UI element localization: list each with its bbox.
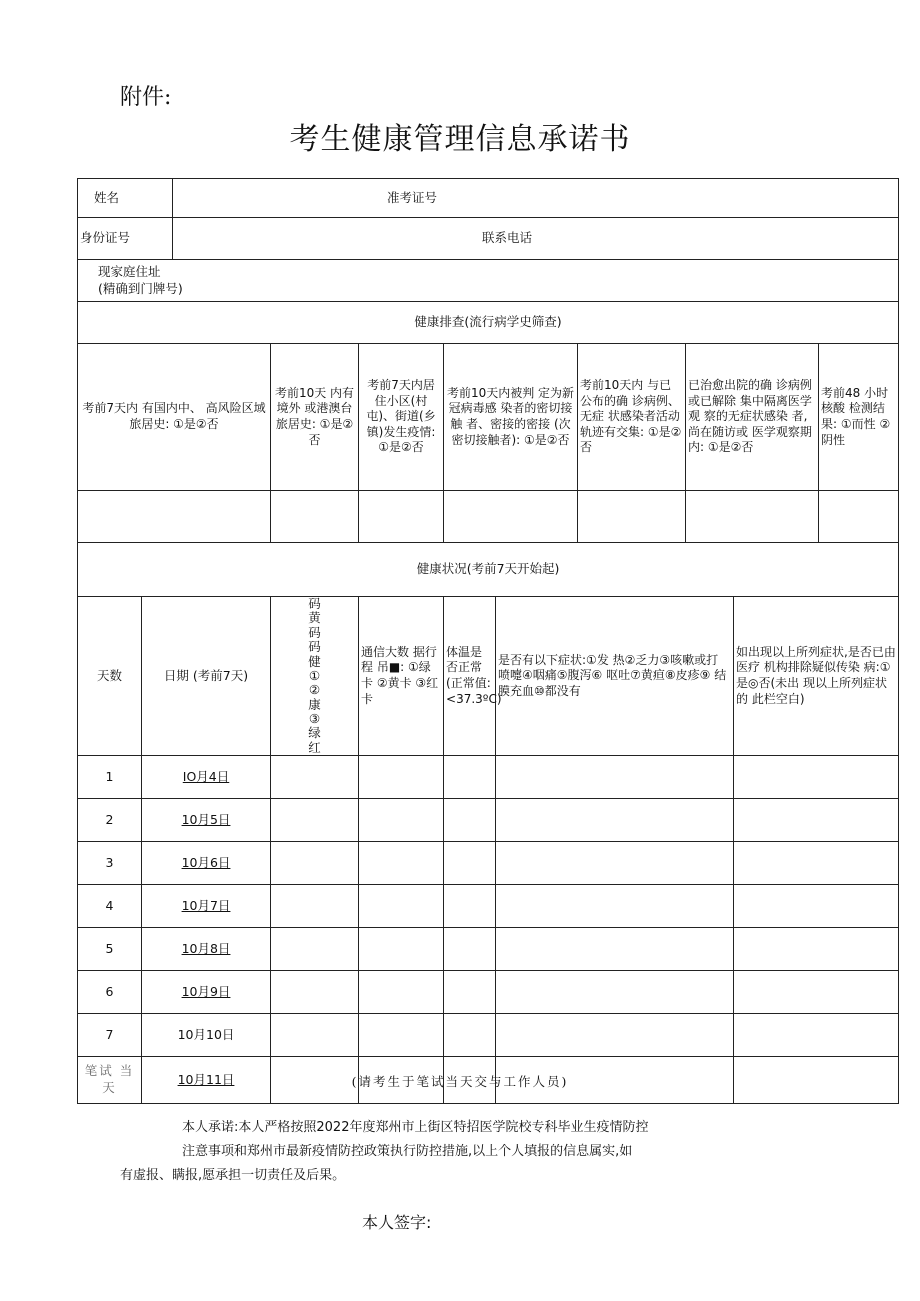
date-cell [142,756,271,799]
table-row [78,928,899,971]
travel-code-cell[interactable] [359,842,444,885]
temperature-cell[interactable] [444,928,496,971]
day-cell: 2 [78,799,142,842]
table-row [78,756,899,799]
symptoms-cell[interactable] [496,928,734,971]
date-value: 10月7日 [181,897,231,913]
health-code-cell[interactable] [271,971,359,1014]
health-code-cell[interactable] [271,1014,359,1057]
screening-section-title: 健康排查(流行病学史筛查) [78,302,899,344]
day-cell: 5 [78,928,142,971]
day-cell: 4 [78,885,142,928]
travel-code-cell[interactable] [359,885,444,928]
health-form-table [77,178,899,1104]
medical-cell[interactable] [734,1014,899,1057]
day-header: 天数 [78,597,142,756]
pledge-line-2: 注意事项和郑州市最新疫情防控政策执行防控措施,以上个人填报的信息属实,如 [182,1144,633,1159]
health-code-header-text: 码黄码码健①②康③绿红 [308,596,321,755]
day-cell: 6 [78,971,142,1014]
date-value: 10月9日 [181,983,231,999]
symptoms-cell[interactable] [496,1014,734,1057]
medical-cell[interactable] [734,756,899,799]
health-code-cell[interactable] [271,756,359,799]
address-hint: (精确到门牌号) [98,280,183,296]
medical-cell[interactable] [734,799,899,842]
travel-code-cell[interactable] [359,799,444,842]
screening-answer-3[interactable] [359,491,444,543]
id-phone-field[interactable] [173,218,899,260]
travel-code-cell[interactable] [359,971,444,1014]
id-label: 身份证号 [78,218,173,260]
address-field[interactable] [78,260,899,302]
screening-answer-7[interactable] [819,491,899,543]
travel-code-header: 通信大数 据行程 吊■: ①绿卡 ②黄卡 ③红卡 [359,597,444,756]
day-cell: 笔试 当天 [78,1057,142,1104]
date-value: 10月11日 [177,1071,235,1087]
health-code-cell[interactable] [271,842,359,885]
date-cell [142,928,271,971]
symptoms-cell[interactable] [496,756,734,799]
table-row [78,885,899,928]
table-row [78,799,899,842]
screening-question-6: 已治愈出院的确 诊病例或已解除 集中隔离医学观 察的无症状感染 者,尚在随访或 医学观察期内: ①是②否 [686,344,819,491]
page-title: 考生健康管理信息承诺书 [289,122,631,157]
travel-code-cell[interactable] [359,756,444,799]
screening-answer-4[interactable] [444,491,578,543]
date-cell [142,971,271,1014]
name-exam-id-field[interactable] [173,179,899,218]
screening-answer-5[interactable] [578,491,686,543]
table-row [78,1014,899,1057]
day-cell: 7 [78,1014,142,1057]
screening-question-7: 考前48 小时核酸 检测结果: ①而性 ②阴性 [819,344,899,491]
pledge-line-3: 有虚报、瞒报,愿承担一切责任及后果。 [120,1168,346,1183]
table-row [78,842,899,885]
medical-cell[interactable] [734,928,899,971]
exam-id-label: 准考证号 [387,189,438,205]
health-code-cell[interactable] [271,885,359,928]
table-row [78,971,899,1014]
screening-answer-2[interactable] [271,491,359,543]
day-cell: 3 [78,842,142,885]
screening-answer-1[interactable] [78,491,271,543]
symptoms-cell[interactable] [496,971,734,1014]
date-header: 日期 (考前7天) [142,597,271,756]
health-code-header [271,597,359,756]
date-value: 10月8日 [181,940,231,956]
screening-question-5: 考前10天内 与已公布的确 诊病例、无症 状感染者活动 轨迹有交集: ①是②否 [578,344,686,491]
travel-code-cell[interactable] [359,928,444,971]
pledge-line-1: 本人承诺:本人严格按照2022年度郑州市上街区特招医学院校专科毕业生疫情防控 [182,1120,649,1135]
screening-question-3: 考前7天内居 住小区(村 屯)、街道(乡 镇)发生疫情: ①是②否 [359,344,444,491]
date-value: 10月5日 [181,811,231,827]
temperature-cell[interactable] [444,971,496,1014]
medical-cell[interactable] [734,971,899,1014]
address-label: 现家庭住址 [98,263,161,279]
date-cell [142,885,271,928]
symptoms-cell[interactable] [496,842,734,885]
travel-code-cell[interactable] [359,1014,444,1057]
screening-question-1: 考前7天内 有国内中、 高风险区域旅居史: ①是②否 [78,344,271,491]
screening-question-4: 考前10天内被判 定为新冠病毒感 染者的密切接触 者、密接的密接 (次密切接触者): ①是②否 [444,344,578,491]
screening-answer-6[interactable] [686,491,819,543]
symptoms-cell[interactable] [496,885,734,928]
health-code-cell[interactable] [271,928,359,971]
medical-header: 如出现以上所列症状,是否已由医疗 机构排除疑似传染 病:①是◎否(未出 现以上所列症状的 此栏空白) [734,597,899,756]
temperature-cell[interactable] [444,842,496,885]
status-section-title: 健康状况(考前7天开始起) [78,543,899,597]
temperature-cell[interactable] [444,885,496,928]
temperature-cell[interactable] [444,1014,496,1057]
symptoms-cell[interactable] [496,799,734,842]
day-cell: 1 [78,756,142,799]
temperature-cell[interactable] [444,799,496,842]
date-cell [142,1014,271,1057]
temperature-cell[interactable] [444,756,496,799]
date-cell [142,842,271,885]
date-value: 10月10日 [177,1026,235,1042]
date-value: IO月4日 [182,768,230,784]
medical-cell[interactable] [734,842,899,885]
date-cell [142,799,271,842]
temperature-header: 体温是否正常(正常值:<37.3ºC) [444,597,496,756]
signature-label: 本人签字: [362,1213,432,1232]
phone-label: 联系电话 [482,230,533,246]
footnote: (请考生于笔试当天交与工作人员) [351,1074,569,1089]
name-label: 姓名 [78,179,173,218]
date-value: 10月6日 [181,854,231,870]
health-code-cell[interactable] [271,799,359,842]
symptoms-header: 是否有以下症状:①发 热②乏力③咳嗽或打 喷嚏④咽痛⑤腹泻⑥ 呕吐⑦黄疸⑧皮疹⑨ 结膜充血⑩都没有 [496,597,734,756]
screening-question-2: 考前10天 内有境外 或港澳台 旅居史: ①是②否 [271,344,359,491]
attachment-label: 附件: [120,85,172,110]
medical-cell[interactable] [734,885,899,928]
